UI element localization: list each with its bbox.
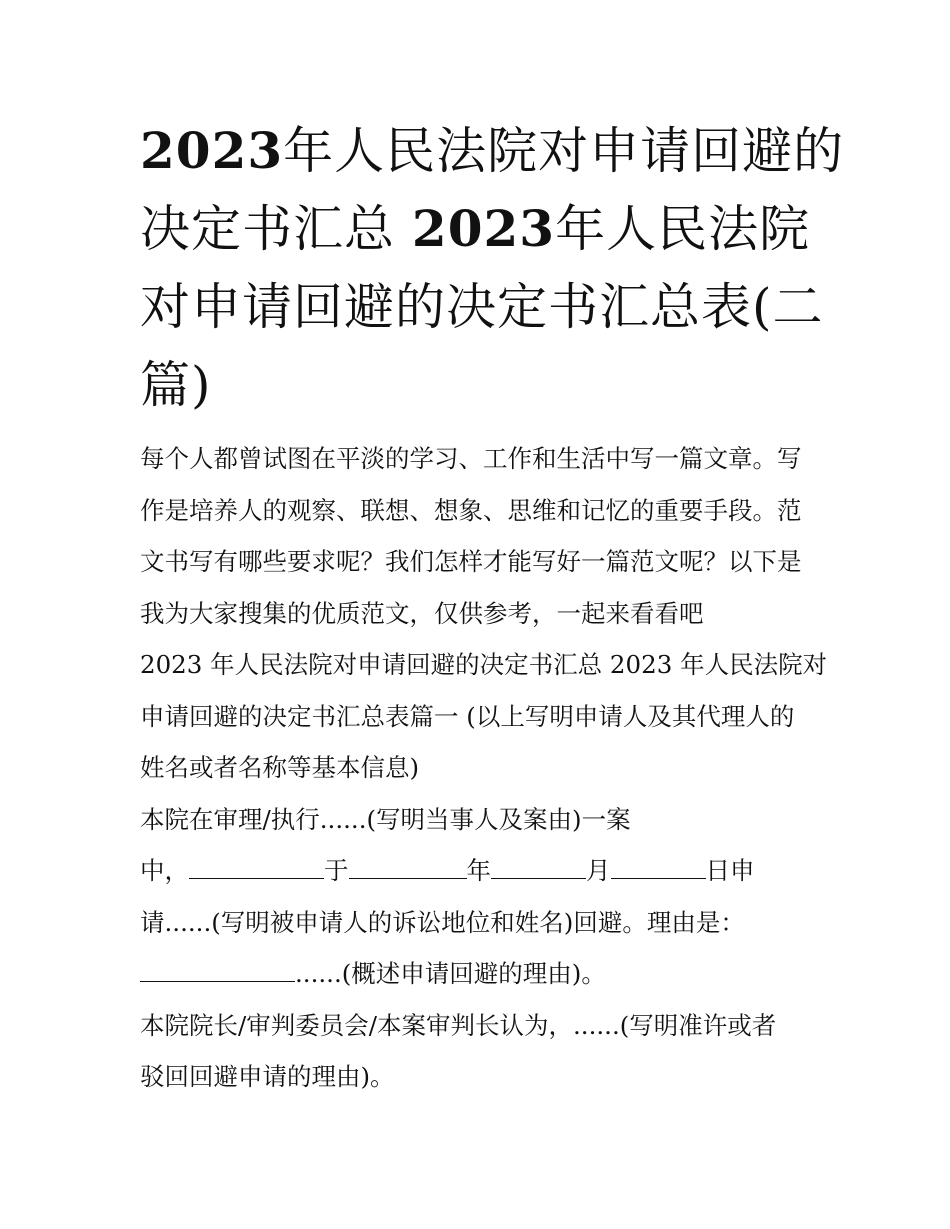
title-text: 年人民法院 xyxy=(555,200,811,258)
title-line-2 xyxy=(140,190,820,268)
title-year: 2023 xyxy=(411,199,556,258)
reason-blank xyxy=(140,961,295,982)
document-body xyxy=(140,433,828,1103)
paragraph-text: 年 xyxy=(466,856,491,885)
paragraph-text: 于 xyxy=(324,856,349,885)
paragraph-text: 月 xyxy=(586,856,611,885)
day-blank xyxy=(611,858,706,879)
paragraph-line: 本院院长/审判委员会/本案审判长认为，......(写明准许或者 xyxy=(140,1010,777,1040)
month-blank xyxy=(491,858,586,879)
section-heading-line: 2023 年人民法院对申请回避的决定书汇总 2023 年人民法院对 xyxy=(140,650,828,679)
paragraph-text: 中， xyxy=(140,856,189,885)
intro-line: 每个人都曾试图在平淡的学习、工作和生活中写一篇文章。写 xyxy=(140,444,802,473)
title-line-4: 篇) xyxy=(140,356,212,414)
title-line-1 xyxy=(140,112,845,190)
title-line-3: 对申请回避的决定书汇总表(二 xyxy=(140,278,824,336)
title-text: 年人民法院对申请回避的 xyxy=(283,122,845,180)
reason-fill-line xyxy=(140,948,820,1000)
intro-line: 文书写有哪些要求呢？我们怎样才能写好一篇范文呢？以下是 xyxy=(140,547,802,576)
title-text: 决定书汇总 xyxy=(140,200,412,258)
section-heading-line: 申请回避的决定书汇总表篇一 (以上写明申请人及其代理人的 xyxy=(140,701,795,731)
intro-line: 作是培养人的观察、联想、想象、思维和记忆的重要手段。范 xyxy=(140,495,802,525)
date-fill-line xyxy=(140,845,820,897)
title-year: 2023 xyxy=(140,121,284,180)
section-heading-line: 姓名或者名称等基本信息) xyxy=(140,753,420,782)
paragraph-line: 请......(写明被申请人的诉讼地位和姓名)回避。理由是： xyxy=(140,907,745,937)
paragraph-line: 驳回回避申请的理由)。 xyxy=(140,1062,395,1091)
document-title xyxy=(140,112,845,424)
paragraph-text: 日申 xyxy=(705,856,755,885)
intro-line: 我为大家搜集的优质范文，仅供参考，一起来看看吧 xyxy=(140,598,704,628)
paragraph-text: ......(概述申请回避的理由)。 xyxy=(295,959,606,988)
paragraph-line: 本院在审理/执行......(写明当事人及案由)一案 xyxy=(140,804,631,834)
year-blank xyxy=(349,858,467,879)
applicant-blank xyxy=(189,858,324,879)
